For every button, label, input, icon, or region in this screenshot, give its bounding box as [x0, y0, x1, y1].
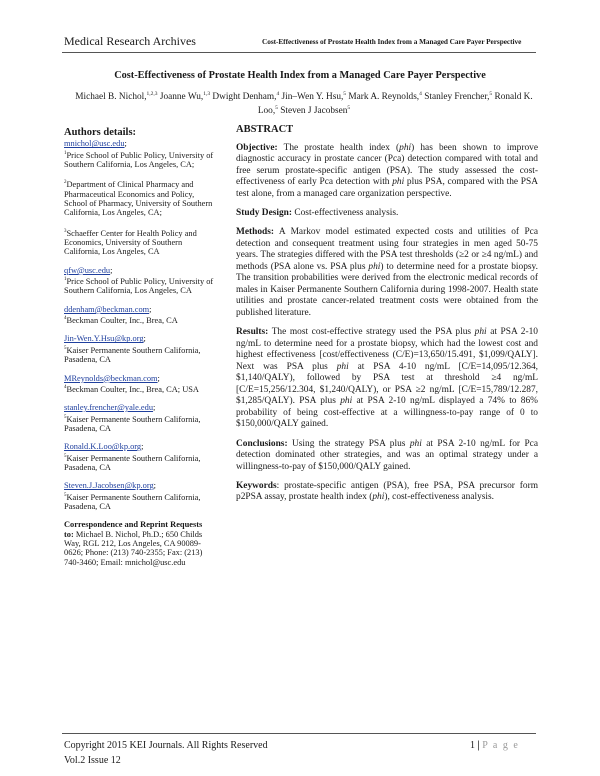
copyright-notice: Copyright 2015 KEI Journals. All Rights Reserved: [64, 740, 268, 751]
abstract-section-label: Conclusions:: [236, 438, 288, 449]
journal-name: Medical Research Archives: [64, 34, 196, 48]
affiliation-item: [64, 266, 214, 296]
author-affiliation-marker: 5: [347, 105, 351, 112]
abstract-section: [236, 327, 538, 431]
italic-term: phi: [392, 177, 405, 188]
abstract-section: [236, 227, 538, 319]
article-title: Cost-Effectiveness of Prostate Health Index from a Managed Care Payer Perspective: [114, 70, 486, 81]
author-affiliation-marker: 5: [343, 91, 347, 97]
affiliation-marker: 4: [64, 316, 67, 322]
abstract-section-label: Keywords: [236, 480, 277, 491]
italic-term: phi: [340, 396, 353, 407]
italic-term: phi: [409, 438, 422, 449]
affiliation-item: [64, 227, 214, 257]
affiliation-text: Department of Clinical Pharmacy and Pharmaceutical Economics and Policy, School of Pharmacy, University of Southern California, Los Angeles, CA;: [64, 180, 213, 218]
affiliation-text: Kaiser Permanente Southern California, Pasadena, CA: [64, 453, 201, 472]
abstract-text: ) has been shown to improve diagnostic accuracy in prostate cancer (Pca) detection compared with total and free serum prostate-specific antigen (PSA). The study assessed the cost-effectiveness of early Pca detection with: [236, 142, 538, 188]
running-title: Cost-Effectiveness of Prostate Health Index from a Managed Care Payer Perspective: [262, 37, 522, 46]
affiliation-list: [64, 139, 214, 511]
italic-term: phi: [474, 326, 487, 337]
affiliation-marker: 1: [64, 277, 67, 283]
email-separator: ;: [124, 139, 127, 149]
abstract-text: at PSA 2-10 ng/mL to determine need for a prostate biopsy, which had the lowest cost and highest effectiveness [cost/effectiveness (C/E)=13,650/15.491, $1,099/QALY]. Next was PSA plus: [236, 326, 538, 372]
author-name: Steven J Jacobsen: [280, 106, 348, 117]
affiliation-marker: 5: [64, 345, 67, 351]
author-email-link[interactable]: Steven.J.Jacobsen@kp.org: [64, 481, 154, 491]
abstract-text: Cost-effectiveness analysis.: [292, 207, 399, 218]
abstract-section: [236, 208, 538, 220]
affiliation-text: Price School of Public Policy, University of Southern California, Los Angeles, CA;: [64, 150, 214, 170]
author-affiliation-marker: 5: [275, 105, 278, 112]
abstract-text: plus PSA, compared with the PSA test alone, from a managed care organization perspective.: [236, 177, 538, 199]
affiliation-marker: 3: [64, 228, 67, 234]
author-affiliation-marker: 1,2,3: [146, 91, 158, 97]
author-email-link[interactable]: Jin-Wen.Y.Hsu@kp.org: [64, 334, 144, 344]
volume-issue: Vol.2 Issue 12: [64, 755, 121, 766]
affiliation-text: Beckman Coulter, Inc., Brea, CA; USA: [66, 384, 199, 394]
abstract-section-label: Results:: [236, 326, 269, 337]
email-separator: ;: [110, 265, 113, 275]
affiliation-text: Kaiser Permanente Southern California, Pasadena, CA: [64, 492, 201, 511]
email-separator: ;: [157, 373, 160, 383]
italic-term: phi: [336, 361, 349, 372]
abstract-section: [236, 143, 538, 201]
abstract-section-label: Methods:: [236, 227, 275, 238]
author-name: Jin–Wen Y. Hsu,: [281, 92, 344, 103]
italic-term: phi: [372, 492, 385, 503]
author-affiliation-marker: 4: [419, 91, 422, 97]
affiliation-marker: 5: [64, 453, 67, 459]
abstract-text: ) to determine need for a prostate biopsy. The transition probabilities were derived from the electronic medical records of males in Kaiser Permanente Southern California during 1998-2007. Health state utilities and prostate cancer-related treatment costs were obtained from the published literature.: [236, 261, 538, 318]
page-number-value: 1: [470, 740, 475, 751]
affiliation-marker: 2: [64, 180, 67, 186]
abstract-section: [236, 481, 538, 504]
affiliation-item: [64, 374, 214, 395]
abstract-column: [236, 124, 538, 511]
affiliation-text: Price School of Public Policy, University of Southern California, Los Angeles, CA: [64, 277, 214, 296]
abstract-text: ), cost-effectiveness analysis.: [384, 492, 495, 503]
correspondence-heading: Correspondence and Reprint Requests to:: [64, 520, 203, 539]
abstract-text: A Markov model estimated expected costs and utilities of Pca detection and consequent treatment using four strategies in men aged 50-75 years. The strategies differed with the PSA test thresholds (≥2 or ≥4 ng/mL) and methods (PSA alone vs. PSA plus: [236, 227, 538, 272]
author-affiliation-marker: 4: [276, 91, 280, 97]
abstract-heading: ABSTRACT: [236, 124, 294, 135]
abstract-text: The most cost-effective strategy used the PSA plus: [268, 326, 475, 337]
author-email-link[interactable]: qfw@usc.edu: [64, 265, 111, 275]
page-separator: |: [477, 740, 480, 751]
author-list: [70, 89, 538, 117]
abstract-section-label: Study Design:: [236, 207, 293, 218]
abstract-body: [236, 143, 538, 504]
affiliation-text: Kaiser Permanente Southern California, Pasadena, CA: [64, 345, 201, 365]
affiliation-marker: 5: [64, 414, 67, 420]
author-name: Mark A. Reynolds,: [348, 92, 420, 103]
abstract-text: at PSA 2-10 ng/mL for Pca detection dominated other strategies, and was an optimal strategy under a willingness-to-pay of $150,000/QALY gained.: [236, 438, 538, 472]
affiliation-text: Schaeffer Center for Health Policy and Economics, University of Southern California, Los Angeles, CA: [64, 228, 197, 257]
author-name: Stanley Frencher,: [424, 92, 490, 103]
affiliation-marker: 4: [64, 384, 67, 390]
email-separator: ;: [149, 304, 152, 314]
affiliation-text: Beckman Coulter, Inc., Brea, CA: [66, 316, 178, 326]
footer-rule: [62, 733, 536, 734]
affiliation-marker: 5: [64, 492, 67, 498]
author-email-link[interactable]: stanley.frencher@yale.edu: [64, 403, 154, 413]
author-email-link[interactable]: ddenham@beckman.com: [64, 304, 150, 314]
author-email-link[interactable]: Ronald.K.Loo@kp.org: [64, 442, 142, 452]
abstract-text: : prostate-specific antigen (PSA), free PSA, PSA precursor form p2PSA assay, prostate health index (: [236, 480, 538, 503]
abstract-text: The prostate health index (: [277, 142, 400, 153]
affiliation-item: [64, 334, 214, 364]
author-affiliation-marker: 1,3: [203, 91, 211, 97]
author-name: Michael B. Nichol,: [75, 92, 147, 103]
affiliation-marker: 1: [64, 150, 67, 156]
email-separator: ;: [153, 481, 156, 491]
authors-details-column: [64, 128, 214, 567]
abstract-text: at PSA 4-10 ng/mL [C/E=14,095/12.364, $1,140/QALY), followed by PSA test at threshold ≥4 ng/mL [C/E=15,256/12.304, $1,240/QALY), or PSA ≥2 ng/mL [C/E=15,789/12.287, $1,285/QALY). PSA plus: [236, 361, 538, 407]
abstract-section-label: Objective:: [236, 142, 278, 153]
abstract-text: at PSA 2-10 ng/mL displayed a 74% to 86% probability of being cost-effective at a willingness-to-pay range of 0 to $150,000/QALY gained.: [236, 396, 538, 430]
affiliation-item: [64, 481, 214, 511]
header-rule: [62, 52, 536, 53]
affiliation-item: [64, 305, 214, 326]
affiliation-item: [64, 442, 214, 472]
page-word: P a g e: [482, 740, 520, 751]
italic-term: phi: [399, 142, 412, 153]
affiliation-item: [64, 139, 214, 169]
author-name: Dwight Denham,: [212, 92, 277, 103]
page-number: [470, 740, 519, 751]
italic-term: phi: [368, 261, 381, 272]
affiliation-item: [64, 178, 214, 217]
email-separator: ;: [153, 403, 156, 413]
abstract-section: [236, 439, 538, 474]
abstract-text: Using the strategy PSA plus: [287, 438, 410, 449]
author-name: Ronald K. Loo,: [257, 92, 533, 117]
affiliation-text: Kaiser Permanente Southern California, Pasadena, CA: [64, 414, 201, 433]
author-name: Joanne Wu,: [159, 92, 204, 103]
correspondence-text: Michael B. Nichol, Ph.D.; 650 Childs Way, RGL 212, Los Angeles, CA 90089-0626; Phone: (213) 740-2355; Fax: (213) 740-3460; Email: mnichol@usc.edu: [64, 529, 203, 567]
email-separator: ;: [141, 442, 144, 452]
author-email-link[interactable]: MReynolds@beckman.com: [64, 373, 158, 383]
email-separator: ;: [143, 334, 146, 344]
authors-details-heading: Authors details:: [64, 127, 137, 138]
author-affiliation-marker: 5: [489, 91, 493, 97]
author-email-link[interactable]: mnichol@usc.edu: [64, 139, 125, 149]
affiliation-item: [64, 403, 214, 433]
correspondence-block: [64, 520, 214, 567]
